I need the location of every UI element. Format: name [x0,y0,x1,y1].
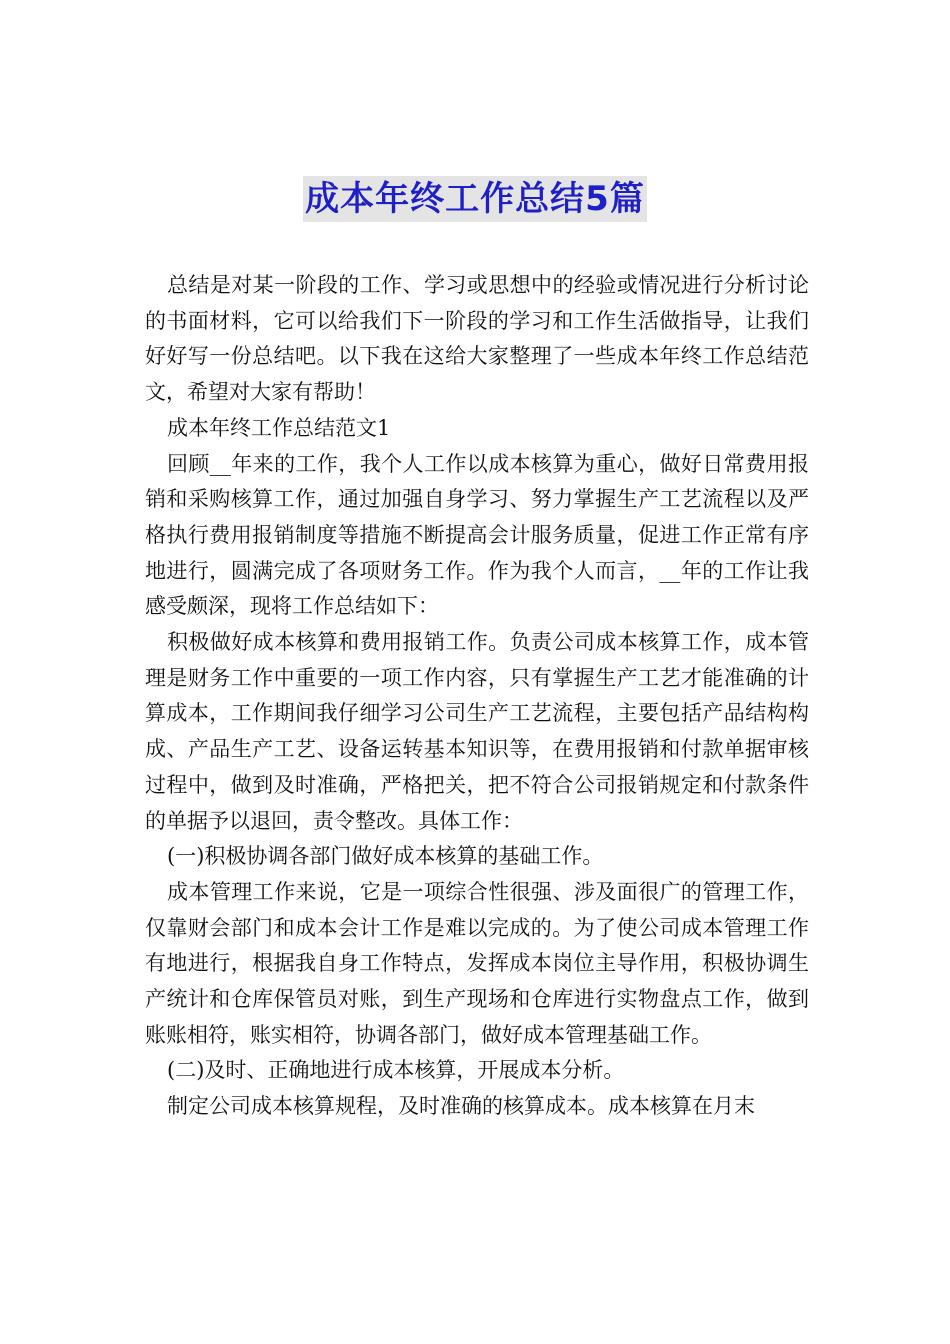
document-title: 成本年终工作总结5篇 [303,176,647,222]
subheading-2: (二)及时、正确地进行成本核算，开展成本分析。 [167,1058,625,1083]
document-body [145,268,809,1125]
intro-paragraph: 总结是对某一阶段的工作、学习或思想中的经验或情况进行分析讨论的书面材料，它可以给我们下一阶段的学习和工作生活做指导，让我们好好写一份总结吧。以下我在这给大家整理了一些成本年终工作总结范文，希望对大家有帮助！ [145,273,809,405]
section-heading-1: 成本年终工作总结范文1 [167,415,391,440]
title-container [0,176,950,222]
body-paragraph: 回顾__年来的工作，我个人工作以成本核算为重心，做好日常费用报销和采购核算工作，通过加强自身学习、努力掌握生产工艺流程以及严格执行费用报销制度等措施不断提高会计服务质量，促进工作正常有序地进行，圆满完成了各项财务工作。作为我个人而言，__年的工作让我感受颇深，现将工作总结如下： [145,451,809,619]
subheading-1: (一)积极协调各部门做好成本核算的基础工作。 [167,844,604,869]
body-paragraph: 制定公司成本核算规程，及时准确的核算成本。成本核算在月末 [167,1094,755,1119]
body-paragraph: 积极做好成本核算和费用报销工作。负责公司成本核算工作，成本管理是财务工作中重要的一项工作内容，只有掌握生产工艺才能准确的计算成本，工作期间我仔细学习公司生产工艺流程，主要包括产品结构构成、产品生产工艺、设备运转基本知识等，在费用报销和付款单据审核过程中，做到及时准确，严格把关，把不符合公司报销规定和付款条件的单据予以退回，责令整改。具体工作： [145,630,809,833]
body-paragraph: 成本管理工作来说，它是一项综合性很强、涉及面很广的管理工作，仅靠财会部门和成本会计工作是难以完成的。为了使公司成本管理工作有地进行，根据我自身工作特点，发挥成本岗位主导作用，积极协调生产统计和仓库保管员对账，到生产现场和仓库进行实物盘点工作，做到账账相符，账实相符，协调各部门，做好成本管理基础工作。 [145,879,809,1047]
